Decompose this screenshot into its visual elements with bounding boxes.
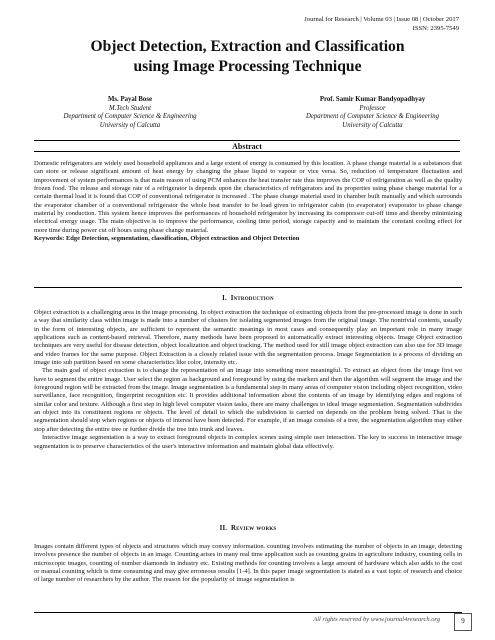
issn: ISSN: 2395-7549	[412, 24, 459, 32]
section-body-introduction	[34, 309, 462, 451]
journal-header	[304, 16, 459, 33]
keywords-list: Edge Detection, segmentation, classification, Object extraction and Object Detection	[65, 235, 300, 243]
title-line-2: using Image Processing Technique	[133, 58, 362, 75]
abstract-heading: Abstract	[34, 140, 460, 152]
section-number: I.	[222, 295, 227, 302]
author-name: Prof. Samir Kumar Bandyopadhyay	[319, 96, 426, 103]
author-role: Professor	[359, 104, 386, 112]
section-heading-introduction	[34, 295, 462, 302]
keywords-label: Keywords:	[34, 235, 65, 243]
author-department: Department of Computer Science & Engineering	[63, 113, 197, 120]
author-university: University of Calcutta	[342, 121, 403, 129]
abstract-body	[34, 160, 462, 243]
keywords-line	[34, 235, 462, 243]
section-title: Review works	[231, 525, 277, 532]
paragraph: Object extraction is a challenging area in the image processing. In object extraction the technique of extracting objects from the pre-processed image is done in such a way that similarity class within image is made into a number of clusters for isolating segmented images from the original image. The nontrivial contents, usually in the form of interesting objects, are sufficient to represent the semantic meanings in most cases and consequently play an important role in many image applications such as content-based retrieval. Therefore, many methods have been proposed to automatically extract interesting objects. Image Object extraction techniques are very useful for disease detection, object localization and object tracking. The method used for still image object extraction can also use for 3D image and video frames for the same purpose. Object Extraction is a closely related issue with the segmentation process. Image Segmentation is a process of dividing an image into sub partition based on some characteristics like color, intensity etc.	[34, 309, 462, 367]
abstract-divider	[34, 287, 462, 288]
section-title: Introduction	[230, 295, 274, 302]
author-block-1	[40, 96, 220, 130]
section-body-review-works	[34, 543, 462, 585]
section-heading-review-works	[34, 525, 462, 532]
paper-title	[20, 37, 475, 77]
page-number: 9	[454, 613, 472, 631]
title-line-1: Object Detection, Extraction and Classification	[90, 38, 405, 55]
author-department: Department of Computer Science & Engineering	[305, 113, 440, 120]
page-footer	[34, 612, 465, 627]
paragraph: The main goal of object extraction is to change the representation of an image into something more meaningful. To extract an object from the image first we have to segment the entire image. User select the region as background and foreground by using the markers and then the algorithm will segment the image and the foreground region will be extracted from the image. Image segmentation is a fundamental step in many areas of computer vision including object recognition, video surveillance, face recognition, fingerprint recognition etc. It provides additional information about the contents of an image by identifying edges and regions of similar color and texture. Although a first step in high level computer vision tasks, there are many challenges to ideal image segmentation. Segmentation subdivides an object into its constituent regions or objects. The level of detail to which the subdivision is carried on depends on the problem being solved. That is the segmentation should stop when regions or objects of interest have been detected. For example, if an image consists of a tree, the segmentation algorithm may either stop after detecting the entire tree or further divide the tree into trunk and leaves.	[34, 367, 462, 433]
author-block-2	[275, 96, 470, 130]
paragraph: Interactive image segmentation is a way to extract foreground objects in complex scenes using simple user interaction. The key to success in interactive image segmentation is to preserve characteristics of the user's interactive information and maintain global data effectively.	[34, 434, 462, 450]
section-number: II.	[219, 525, 228, 532]
author-name: Ms. Payal Bose	[108, 96, 152, 103]
abstract-text: Domestic refrigerators are widely used household appliances and a large extent of energy is consumed by this location. A phase change material is a substances that can store or release significant amount of heat energy by changing the phase liquid to vapour or vice versa. So, reduction of temperature fluctuation and improvement of system performances is that main reason of using PCM enhances the heat transfer rate thus improves the COP of refrigeration as well as the quality frozen food. The release and storage rate of a refrigerator is depends upon the characteristics of refrigerators and its properties using phase change material for a certain thermal load it is found that COP of conventional refrigerator is increased . The phase change material used in chamber built manually and which surrounds the evaporator chamber of a conventional refrigerator the whole heat transfer to be load given to refrigerator cabin (to evaporator) evaporator to phase change material by conduction. This system hence improves the performances of household refrigerator by increasing its compressor cut-off time and thereby minimizing electrical energy usage. The main objective is to improve the performance, cooling time period, storage capacity and to maintain the constant cooling effect for more time during power cut off hours using phase change material.	[34, 160, 462, 234]
copyright-text: All rights reserved by www.journal4research.org	[313, 616, 440, 623]
journal-line: Journal for Research | Volume 03 | Issue 08 | October 2017	[304, 16, 459, 23]
paragraph: Images contain different types of objects and structures which may convey information. counting involves estimating the number of objects in an image, detecting involves presence the number of objects in an image. Counting arises in many real time application such as counting grains in agriculture industry, counting cells in microscopic images, counting of number diamonds in industry etc. Existing methods for counting involves a large amount of hardware which also adds to the cost or manual counting which is time consuming and may give erroneous results [1-4]. In this paper image segmentation is stated as a vast topic of research and choice of large number of researchers by the author. The reason for the popularity of image segmentation is	[34, 543, 462, 584]
author-university: University of Calcutta	[99, 121, 161, 129]
author-role: M.Tech Student	[108, 104, 152, 112]
